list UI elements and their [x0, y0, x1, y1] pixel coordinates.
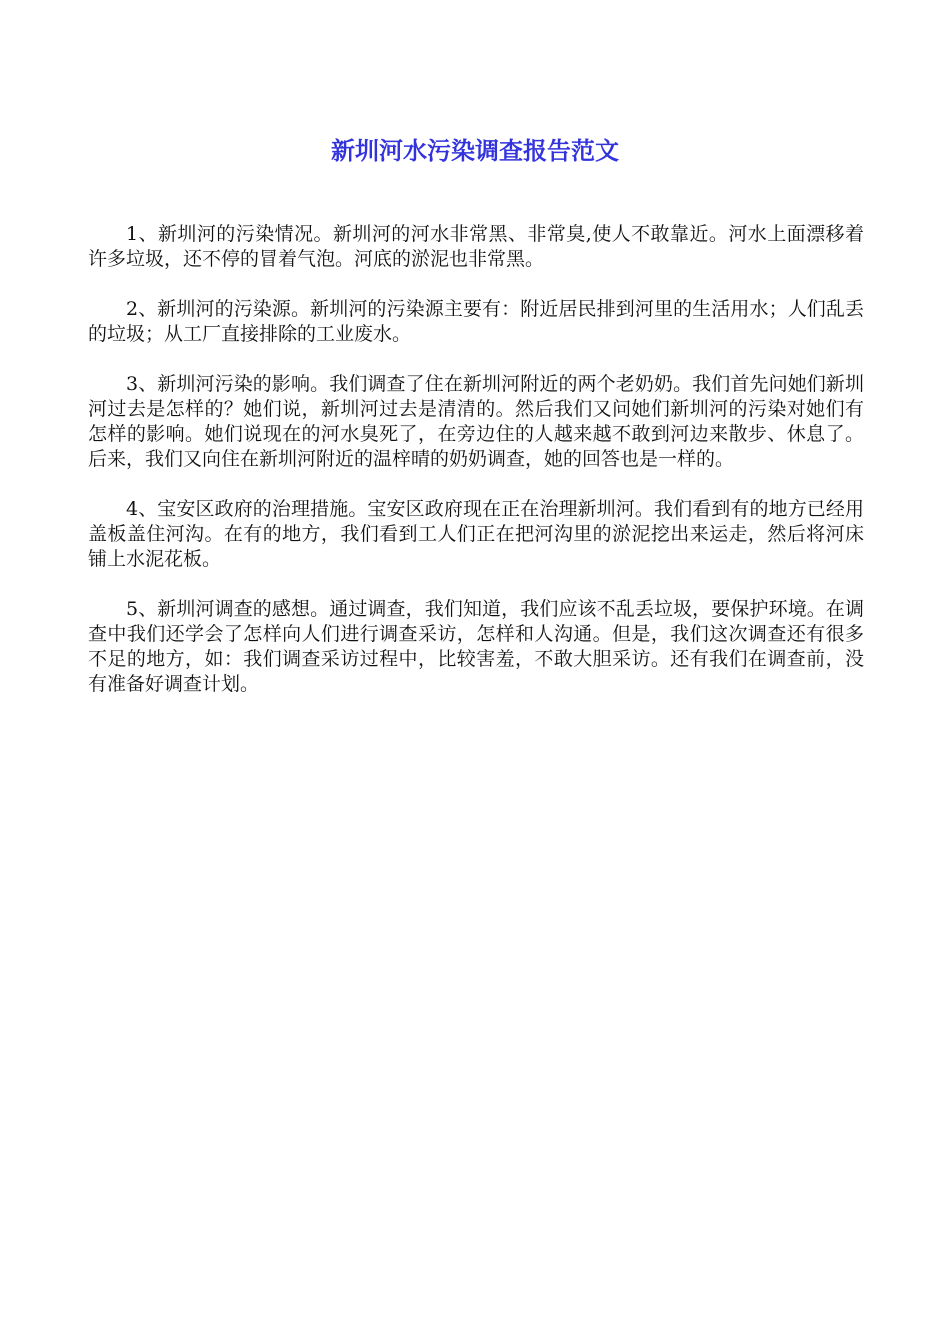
document-body	[88, 222, 864, 722]
paragraph-reflections: 5、新圳河调查的感想。通过调查，我们知道，我们应该不乱丢垃圾，要保护环境。在调查中我们还学会了怎样向人们进行调查采访，怎样和人沟通。但是，我们这次调查还有很多不足的地方，如：我们调查采访过程中，比较害羞，不敢大胆采访。还有我们在调查前，没有准备好调查计划。	[88, 598, 864, 695]
paragraph-pollution-impact: 3、新圳河污染的影响。我们调查了住在新圳河附近的两个老奶奶。我们首先问她们新圳河过去是怎样的？她们说，新圳河过去是清清的。然后我们又问她们新圳河的污染对她们有怎样的影响。她们说现在的河水臭死了，在旁边住的人越来越不敢到河边来散步、休息了。后来，我们又向住在新圳河附近的温梓晴的奶奶调查，她的回答也是一样的。	[88, 373, 864, 470]
document-title: 新圳河水污染调查报告范文	[331, 137, 619, 165]
paragraph-pollution-sources: 2、新圳河的污染源。新圳河的污染源主要有：附近居民排到河里的生活用水；人们乱丢的垃圾；从工厂直接排除的工业废水。	[88, 298, 864, 345]
paragraph-government-measures: 4、宝安区政府的治理措施。宝安区政府现在正在治理新圳河。我们看到有的地方已经用盖板盖住河沟。在有的地方，我们看到工人们正在把河沟里的淤泥挖出来运走，然后将河床铺上水泥花板。	[88, 498, 864, 570]
paragraph-pollution-situation: 1、新圳河的污染情况。新圳河的河水非常黑、非常臭,使人不敢靠近。河水上面漂移着许多垃圾，还不停的冒着气泡。河底的淤泥也非常黑。	[88, 223, 864, 270]
